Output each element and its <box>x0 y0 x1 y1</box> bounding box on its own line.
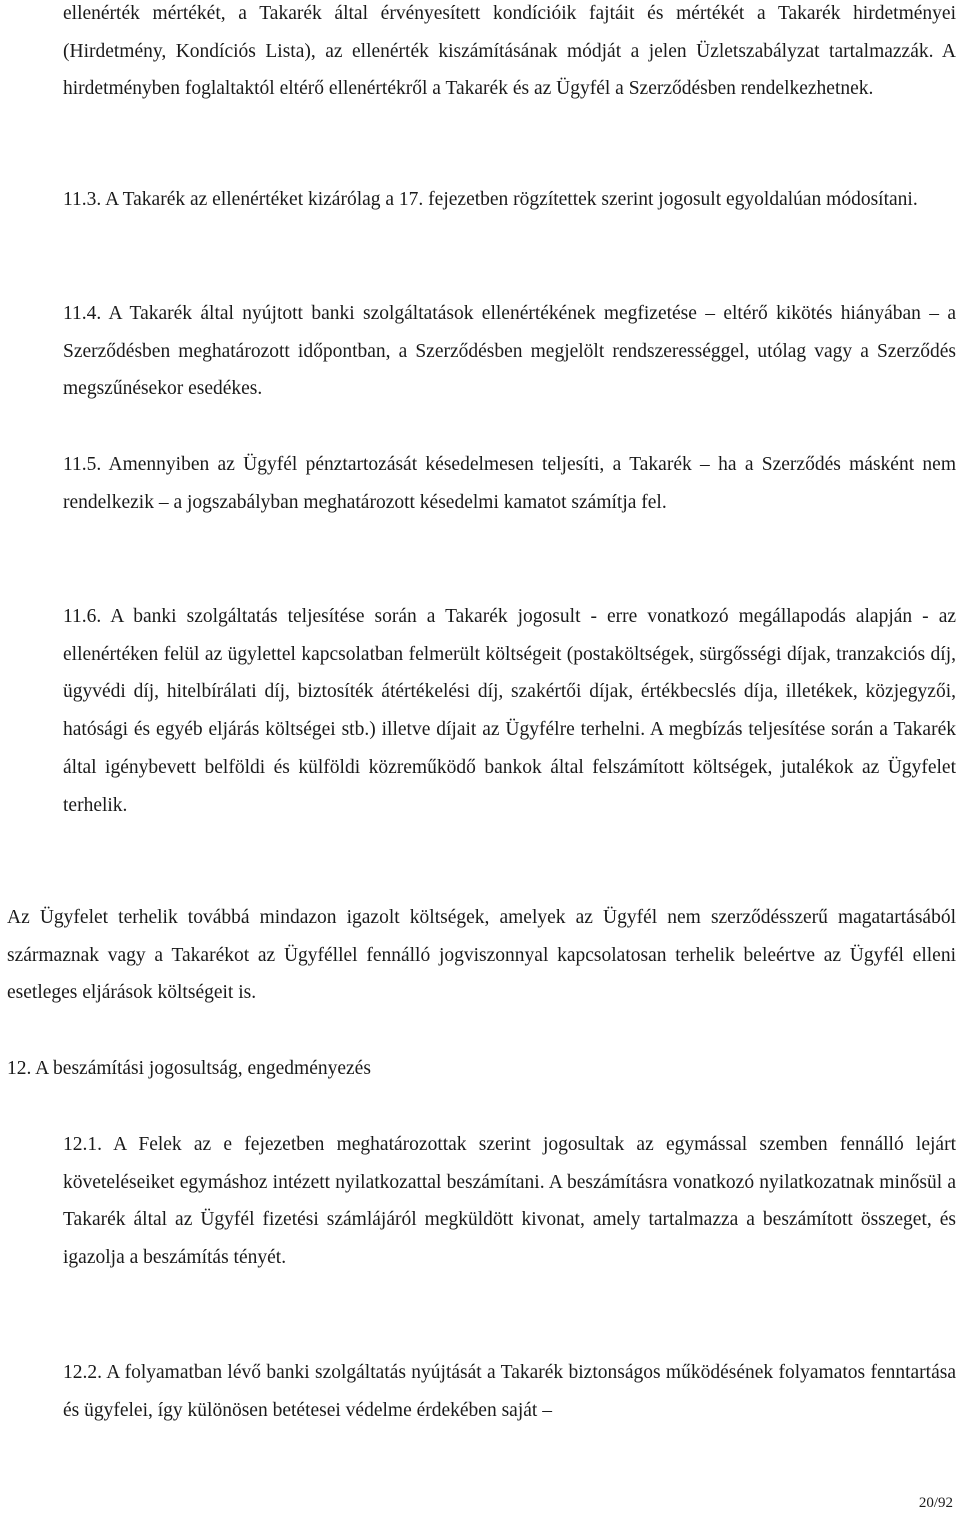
section-heading: 12. A beszámítási jogosultság, engedményezés <box>7 1058 371 1079</box>
page-number: 20/92 <box>918 1495 953 1511</box>
paragraph-intro: ellenérték mértékét, a Takarék által érvényesített kondícióik fajtáit és mértékét a Takarék hirdetményei (Hirdetmény, Kondíciós Lista), az ellenérték kiszámításának módját a jelen Üzletszabályzat tartalmazzák. A hirdetményben foglaltaktól eltérő ellenértékről a Takarék és az Ügyfél a Szerződésben rendelkezhetnek. <box>63 3 956 100</box>
paragraph-costs: Az Ügyfelet terhelik továbbá mindazon igazolt költségek, amelyek az Ügyfél nem szerződésszerű magatartásából származnak vagy a Takarékot az Ügyféllel fennálló jogviszonnyal kapcsolatosan terhelik beleértve az Ügyfél elleni esetleges eljárások költségeit is. <box>7 907 956 1004</box>
paragraph-11-5: 11.5. Amennyiben az Ügyfél pénztartozását késedelmesen teljesíti, a Takarék – ha a Szerződés másként nem rendelkezik – a jogszabályban meghatározott késedelmi kamatot számítja fel. <box>63 454 956 513</box>
paragraph-12-1: 12.1. A Felek az e fejezetben meghatározottak szerint jogosultak az egymással szemben fennálló lejárt követeléseiket egymáshoz intézett nyilatkozattal beszámítani. A beszámításra vonatkozó nyilatkozatnak minősül a Takarék által az Ügyfél fizetési számlájáról megküldött kivonat, amely tartalmazza a beszámított összeget, és igazolja a beszámítás tényét. <box>63 1134 956 1269</box>
paragraph-11-4: 11.4. A Takarék által nyújtott banki szolgáltatások ellenértékének megfizetése – eltérő kikötés hiányában – a Szerződésben meghatározott időpontban, a Szerződésben megjelölt rendszerességgel, utólag vagy a Szerződés megszűnésekor esedékes. <box>63 303 956 400</box>
paragraph-12-2: 12.2. A folyamatban lévő banki szolgáltatás nyújtását a Takarék biztonságos működésének folyamatos fenntartása és ügyfelei, így különösen betétesei védelme érdekében saját – <box>63 1362 956 1421</box>
paragraph-11-6: 11.6. A banki szolgáltatás teljesítése során a Takarék jogosult - erre vonatkozó megállapodás alapján - az ellenértéken felül az ügylettel kapcsolatban felmerült költségeit (postaköltségek, sürgősségi díjak, tranzakciós díj, ügyvédi díj, hitelbírálati díj, biztosíték átértékelési díj, szakértői díjak, értékbecslés díja, illetékek, közjegyzői, hatósági és egyéb eljárás költségei stb.) illetve díjait az Ügyfélre terhelni. A megbízás teljesítése során a Takarék által igénybevett belföldi és külföldi közreműködő bankok által felszámított költségek, jutalékok az Ügyfelet terhelik. <box>63 606 956 816</box>
paragraph-11-3: 11.3. A Takarék az ellenértéket kizárólag a 17. fejezetben rögzítettek szerint jogosult egyoldalúan módosítani. <box>63 189 918 210</box>
